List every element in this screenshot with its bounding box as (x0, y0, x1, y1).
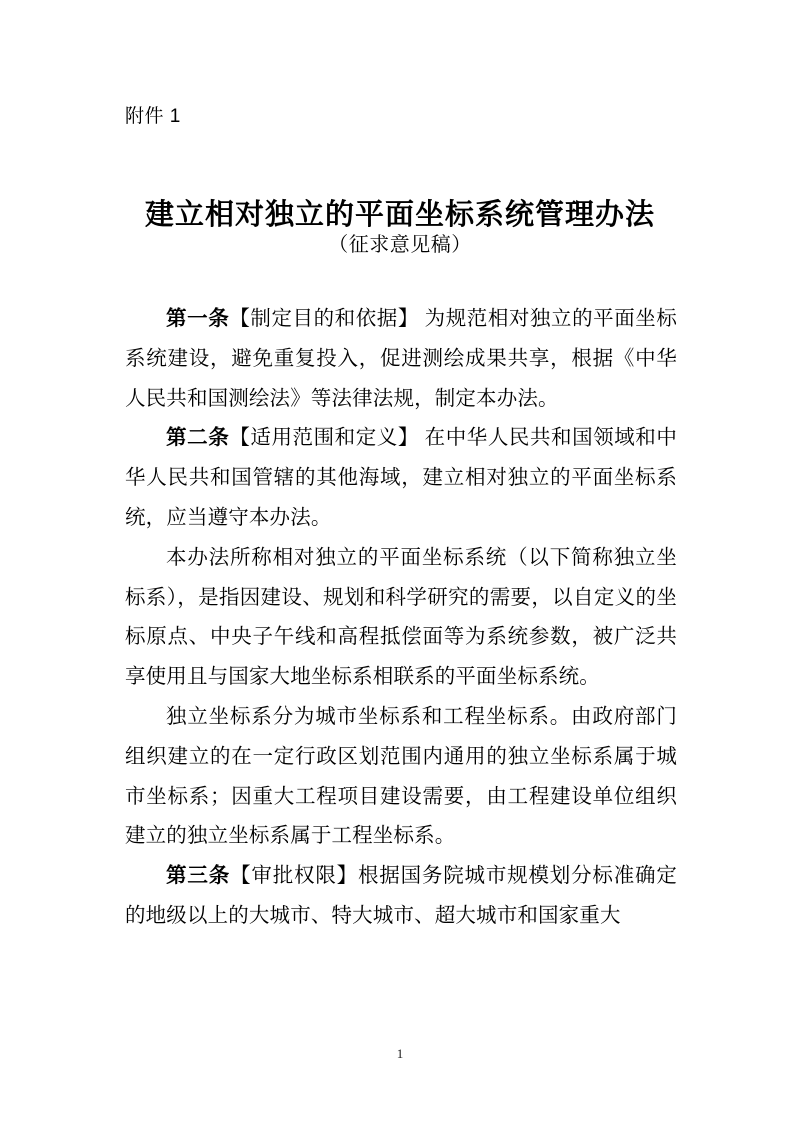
paragraph-classification (125, 698, 677, 857)
paragraph-text-3: 根据国务院城市规模划分标准确定的地级以上的大城市、特大城市、超大城市和国家重大 (125, 865, 677, 927)
article-number-1: 第一条 (166, 308, 230, 330)
article-tag-3: 【审批权限】 (230, 865, 358, 888)
paragraph-text-definition: 本办法所称相对独立的平面坐标系统（以下简称独立坐标系），是指因建设、规划和科学研究的需要，以自定义的坐标原点、中央子午线和高程抵偿面等为系统参数，被广泛共享使用且与国家大地坐标系相联系的平面坐标系统。 (125, 546, 677, 689)
paragraph-text-1: 为规范相对独立的平面坐标系统建设，避免重复投入，促进测绘成果共享，根据《中华人民共和国测绘法》等法律法规，制定本办法。 (125, 308, 678, 410)
article-tag-1: 【制定目的和依据】 (229, 308, 419, 330)
paragraph-text-2: 在中华人民共和国领域和中华人民共和国管辖的其他海域，建立相对独立的平面坐标系统，应当遵守本办法。 (125, 427, 678, 529)
paragraph-article-2 (125, 419, 677, 538)
article-number-2: 第二条 (166, 427, 230, 450)
document-subtitle: （征求意见稿） (328, 234, 472, 256)
paragraph-article-1 (125, 300, 677, 419)
page-title: 建立相对独立的平面坐标系统管理办法 (144, 199, 655, 232)
paragraph-definition (125, 539, 677, 698)
document-body (125, 300, 677, 937)
paragraph-text-classification: 独立坐标系分为城市坐标系和工程坐标系。由政府部门组织建立的在一定行政区划范围内通用的独立坐标系属于城市坐标系；因重大工程项目建设需要，由工程建设单位组织建立的独立坐标系属于工程坐标系。 (125, 705, 677, 848)
page-number: 1 (396, 1046, 404, 1061)
article-number-3: 第三条 (166, 865, 231, 888)
article-tag-2: 【适用范围和定义】 (229, 427, 419, 450)
attachment-label: 附件 1 (125, 106, 181, 127)
paragraph-article-3 (125, 857, 677, 937)
